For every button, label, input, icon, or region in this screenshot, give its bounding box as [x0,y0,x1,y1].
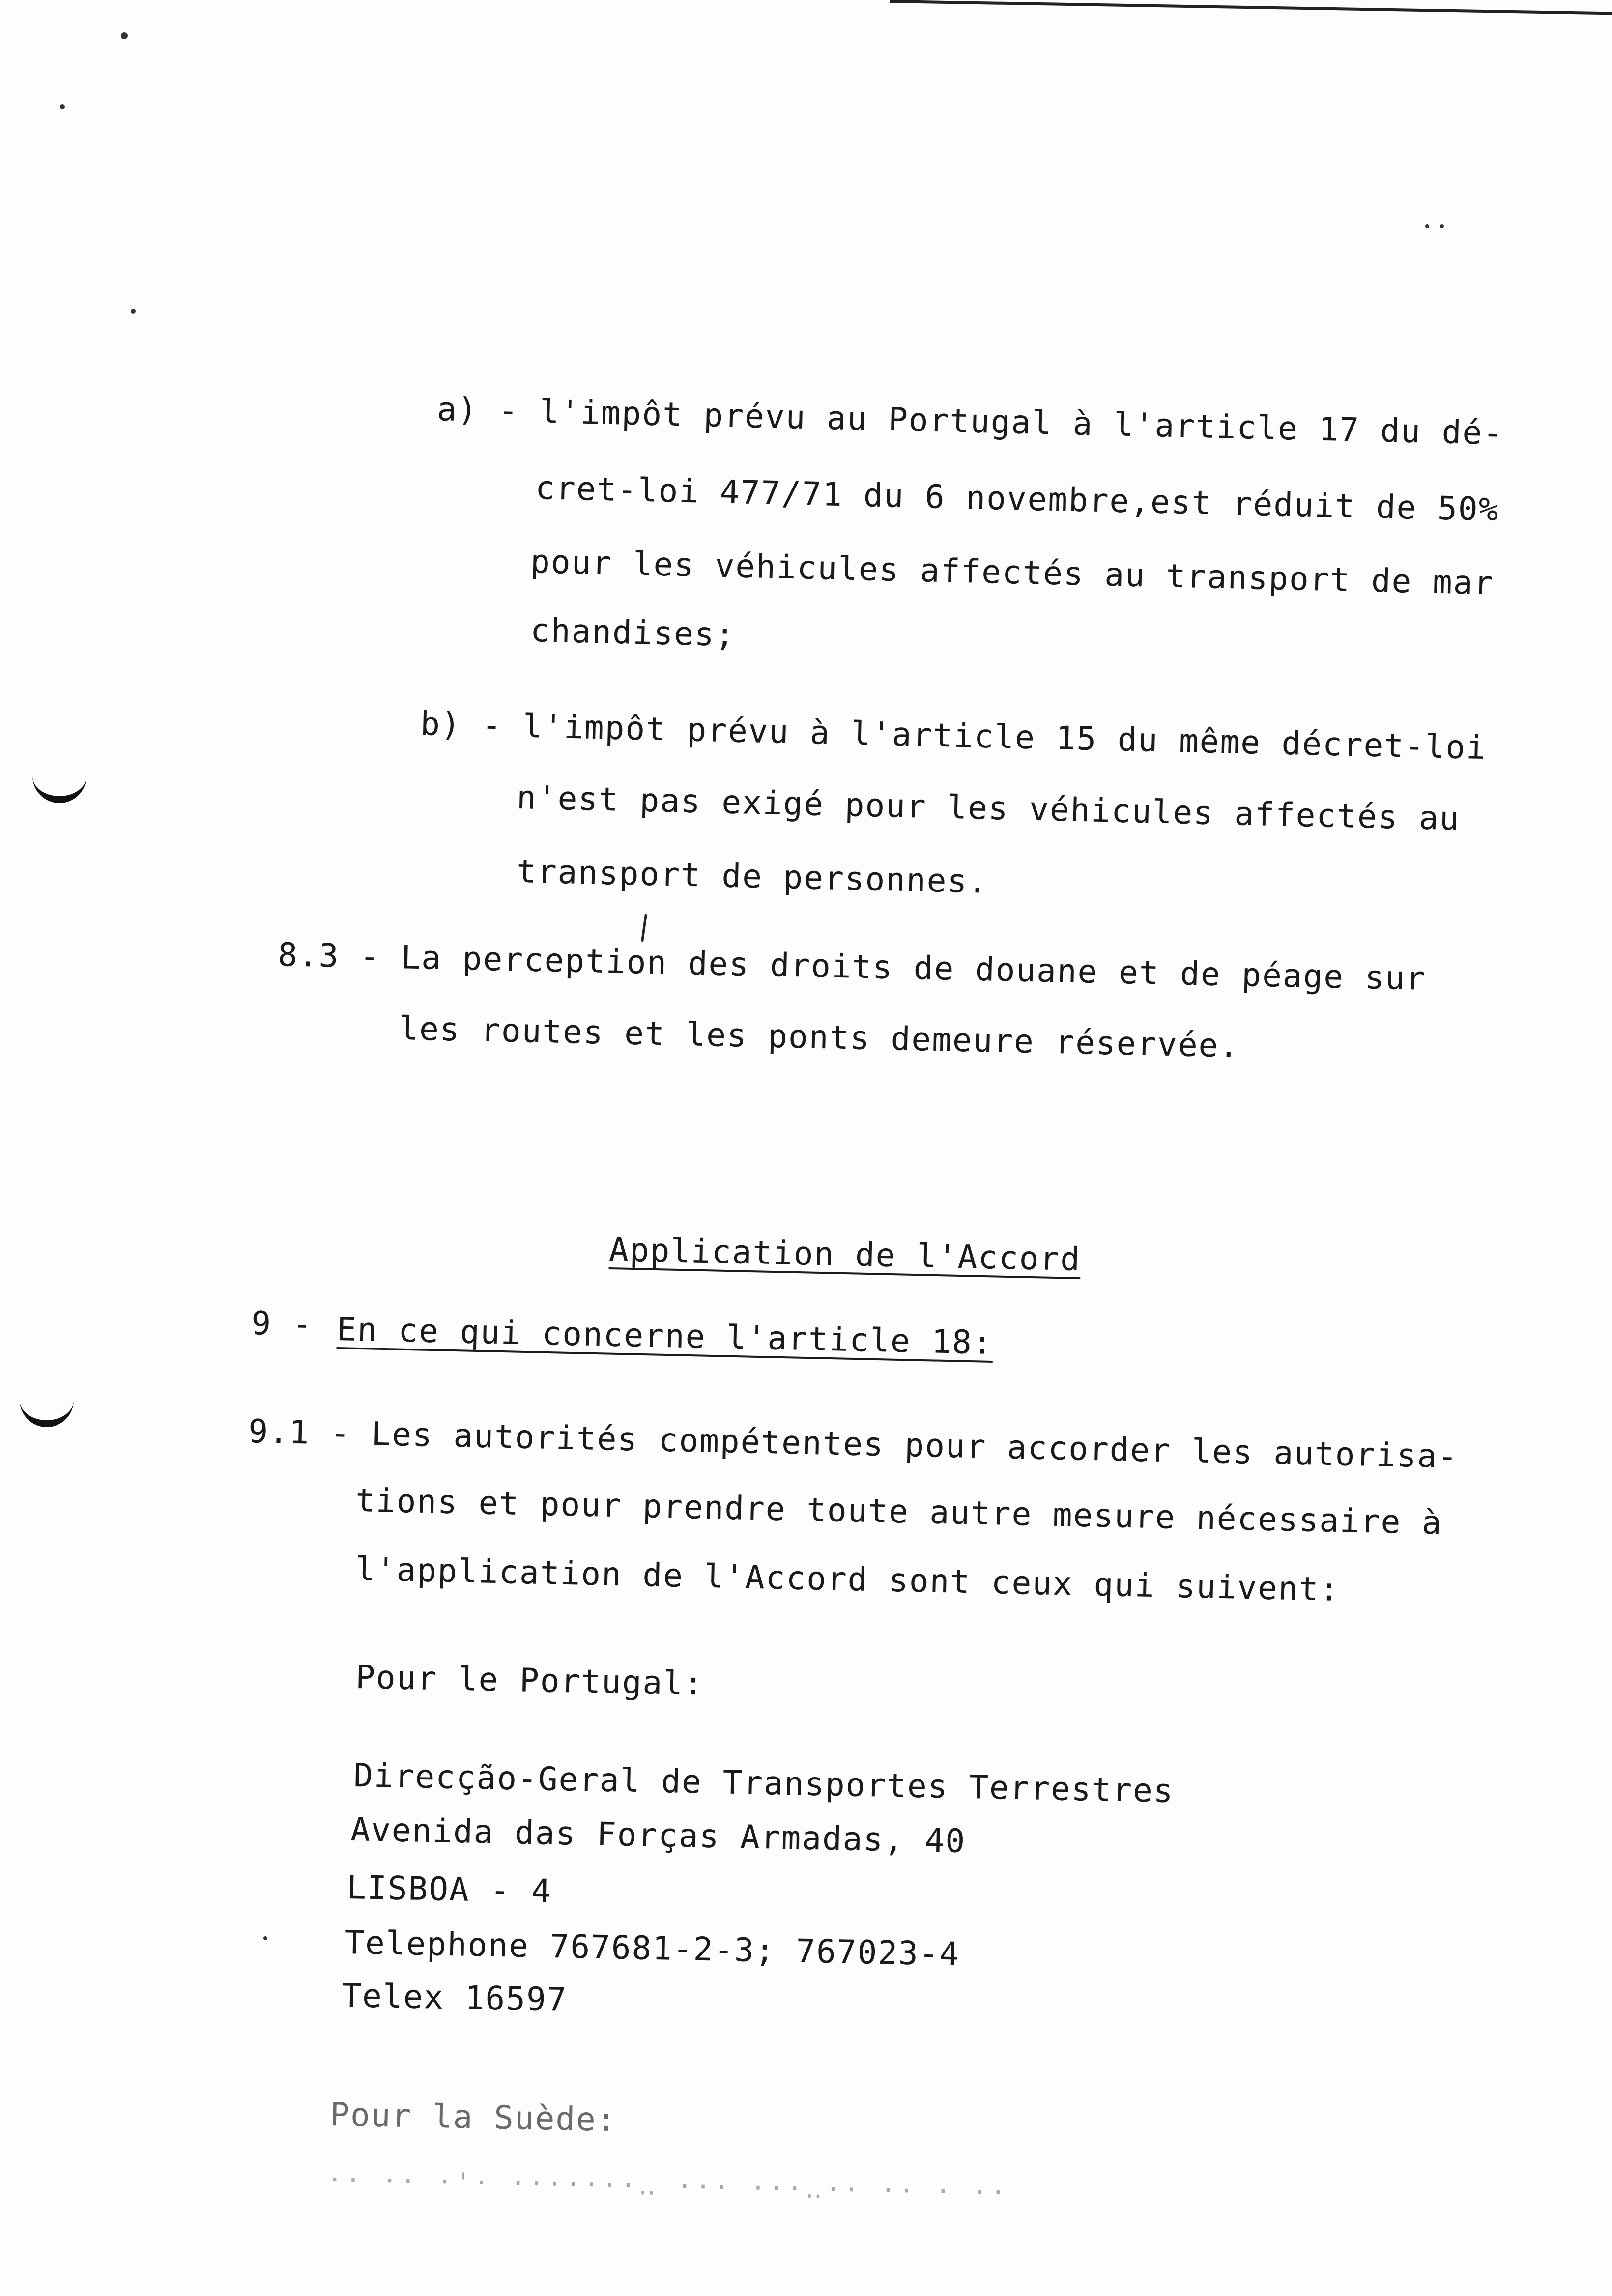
speck [1425,224,1429,228]
section-8-3-line-1: 8.3 - La perception des droits de douane et de péage sur [277,936,1427,998]
portugal-authority-telephone: Telephone 767681-2-3; 767023-4 [344,1923,960,1974]
clause-a-line-3: pour les véhicules affectés au transport de mar [530,543,1495,603]
clause-b-line-2: n'est pas exigé pour les véhicules affectés au [516,778,1461,838]
portugal-authority-name: Direcção-Geral de Transportes Terrestres [353,1756,1175,1810]
clause-b-line-1: b) - l'impôt prévu à l'article 15 du même décret-loi [420,705,1487,767]
illegible-line: ·· ·· ·'· ·······‥ ··· ···‥·· ·· · ·· [326,2165,1009,2208]
sweden-label: Pour la Suède: [329,2095,618,2139]
speck [121,32,128,39]
clause-a-line-1: a) - l'impôt prévu au Portugal à l'article 17 du dé- [436,390,1504,453]
speck [263,1936,267,1940]
speck [1440,224,1444,228]
portugal-authority-street: Avenida das Forças Armadas, 40 [350,1810,966,1861]
top-edge-line [890,0,1612,15]
punch-mark [32,767,86,803]
pen-mark [641,914,647,942]
section-9-1-line-3: l'application de l'Accord sont ceux qui suivent: [355,1550,1340,1608]
section-9-1-line-1: 9.1 - Les autorités compétentes pour accorder les autorisa- [248,1412,1459,1476]
punch-mark [20,1391,74,1427]
portugal-authority-telex: Telex 16597 [341,1977,568,2019]
clause-a-line-2: cret-loi 477/71 du 6 novembre,est réduit de 50% [535,469,1500,529]
speck [60,104,65,109]
section-9-1-line-2: tions et pour prendre toute autre mesure nécessaire à [355,1481,1443,1542]
clause-a-line-4: chandises; [530,611,736,654]
section-9-title: En ce qui concerne l'article 18: [336,1310,994,1362]
section-8-3-line-2: les routes et les ponts demeure réservée. [398,1009,1240,1065]
section-9-number: 9 - [251,1304,314,1344]
portugal-authority-city: LISBOA - 4 [346,1868,552,1910]
speck [131,309,136,314]
section-heading: Application de l'Accord [608,1231,1081,1279]
clause-b-line-3: transport de personnes. [516,852,989,901]
portugal-label: Pour le Portugal: [355,1658,705,1703]
